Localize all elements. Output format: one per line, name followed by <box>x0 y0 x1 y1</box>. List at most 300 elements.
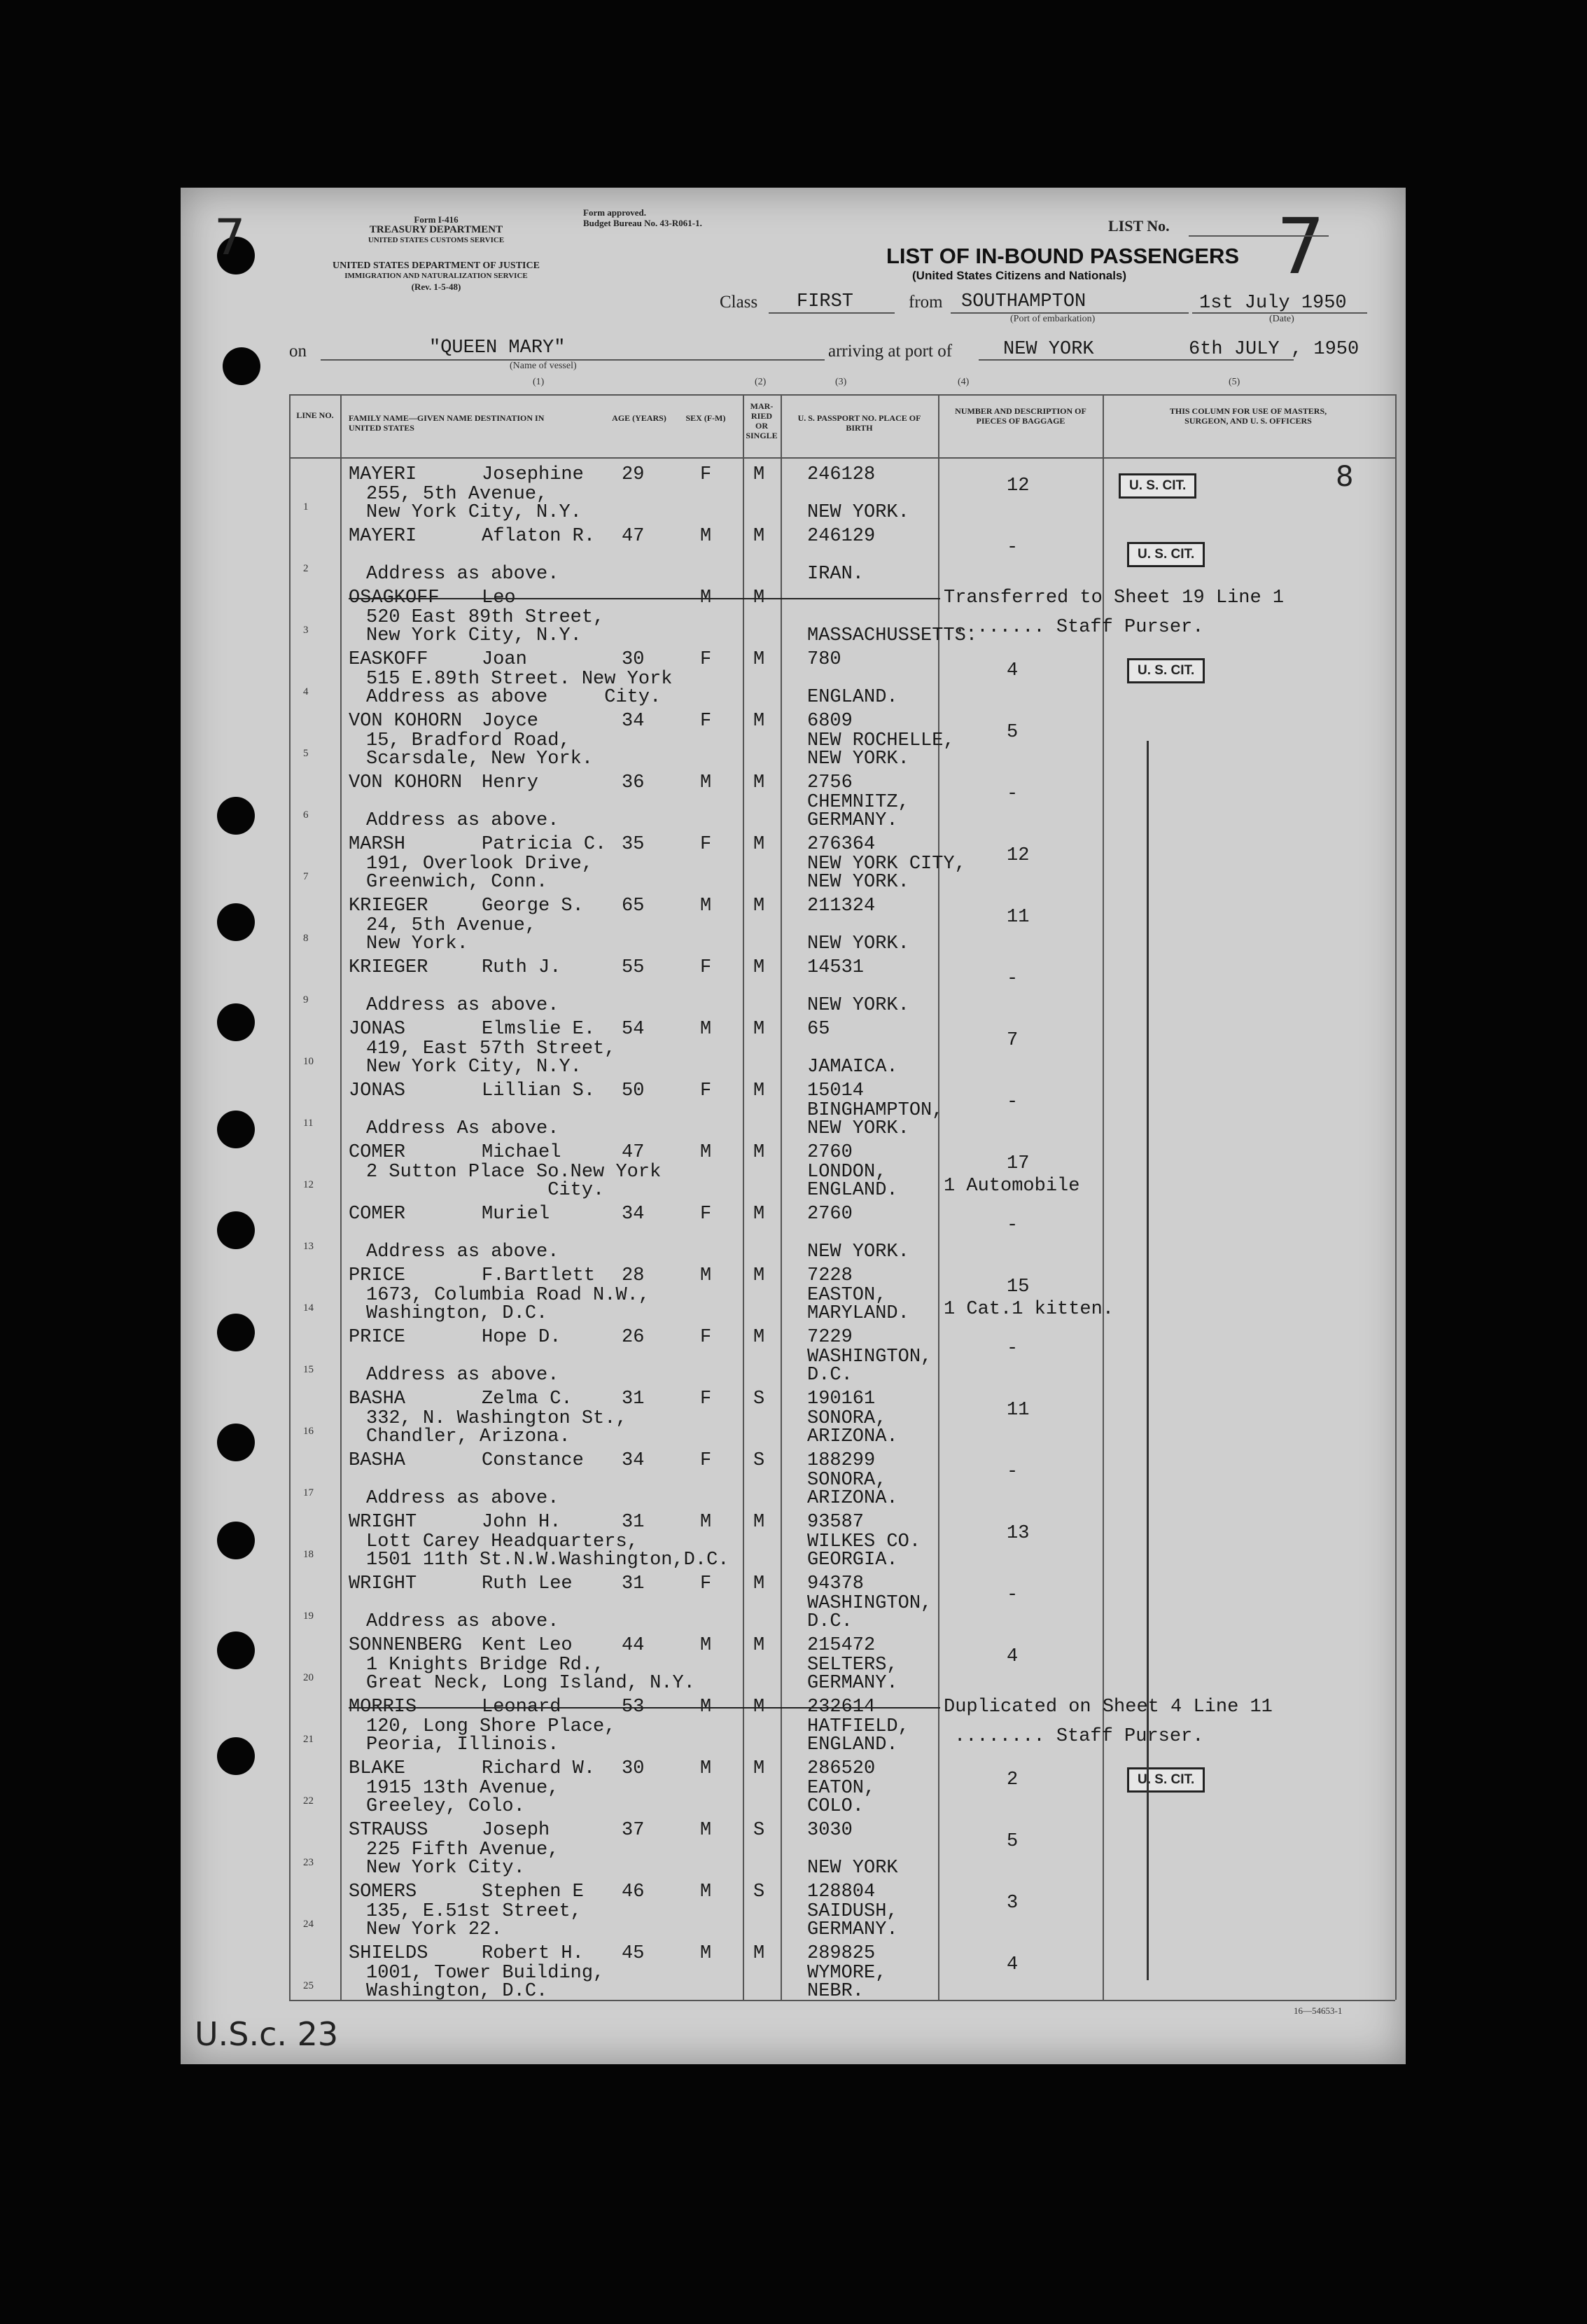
passenger-family-name: SHIELDS <box>349 1943 428 1964</box>
passenger-sex: M <box>700 587 712 608</box>
destination-line-2: Address as above. <box>366 1365 559 1386</box>
passenger-given-name: Patricia C. <box>482 834 607 855</box>
passenger-given-name: Ruth J. <box>482 957 561 978</box>
table-row <box>181 461 1406 522</box>
strikethrough-line <box>349 598 940 599</box>
baggage-count: 17 <box>1007 1153 1030 1174</box>
destination-line-2: Address as above City. <box>366 687 662 708</box>
destination-line-2: Address as above. <box>366 1241 559 1262</box>
passenger-sex: M <box>700 526 712 547</box>
col-age: AGE (YEARS) <box>612 413 666 423</box>
passenger-given-name: Aflaton R. <box>482 526 596 547</box>
birthplace-line-2: GERMANY. <box>807 1919 898 1940</box>
strikethrough-line <box>349 1707 940 1709</box>
passenger-family-name: EASKOFF <box>349 649 428 670</box>
passport-number: 7229 <box>807 1327 853 1348</box>
passenger-family-name: BLAKE <box>349 1758 406 1779</box>
date-caption: (Date) <box>1269 314 1294 324</box>
page-title: LIST OF IN-BOUND PASSENGERS <box>886 244 1240 268</box>
passenger-marital: M <box>753 1327 765 1348</box>
passenger-marital: M <box>753 834 765 855</box>
passenger-marital: M <box>753 1080 765 1101</box>
col-baggage: NUMBER AND DESCRIPTION OF PIECES OF BAGGAGE <box>955 406 1086 426</box>
passenger-sex: F <box>700 711 712 732</box>
passenger-age: 54 <box>622 1019 645 1040</box>
passenger-family-name: MAYERI <box>349 464 417 485</box>
birthplace-line-2: NEW YORK. <box>807 933 909 954</box>
destination-line-2: Washington, D.C. <box>366 1981 548 2002</box>
baggage-count: 5 <box>1007 722 1019 743</box>
birthplace-line-2: NEW YORK. <box>807 749 909 770</box>
passport-number: 276364 <box>807 834 876 855</box>
passenger-age: 55 <box>622 957 645 978</box>
birthplace-line-1: WASHINGTON, <box>807 1347 932 1368</box>
passenger-age: 26 <box>622 1327 645 1348</box>
destination-line-1: 332, N. Washington St., <box>366 1408 627 1429</box>
birthplace-line-2: D.C. <box>807 1611 853 1632</box>
baggage-count: 11 <box>1007 907 1030 928</box>
birthplace-line-1: EASTON, <box>807 1285 887 1306</box>
passenger-marital: M <box>753 1512 765 1533</box>
passenger-family-name: PRICE <box>349 1327 406 1348</box>
destination-line-2: Chandler, Arizona. <box>366 1426 571 1447</box>
col-sex: SEX (F-M) <box>685 413 726 423</box>
passenger-age: 47 <box>622 1142 645 1163</box>
birthplace-line-1: HATFIELD, <box>807 1716 909 1737</box>
page-subtitle: (United States Citizens and Nationals) <box>912 269 1127 282</box>
passenger-given-name: Stephen E <box>482 1881 584 1902</box>
passenger-marital: M <box>753 957 765 978</box>
baggage-count: 12 <box>1007 845 1030 866</box>
col-num-5: (5) <box>1229 377 1240 387</box>
baggage-count: - <box>1007 1461 1019 1482</box>
passport-number: 190161 <box>807 1389 876 1410</box>
birthplace-line-2: ARIZONA. <box>807 1488 898 1509</box>
punch-hole <box>223 347 260 385</box>
passenger-marital: M <box>753 711 765 732</box>
passport-number: 65 <box>807 1019 830 1040</box>
passenger-given-name: Elmslie E. <box>482 1019 596 1040</box>
passport-number: 2760 <box>807 1204 853 1225</box>
passenger-sex: M <box>700 772 712 793</box>
birthplace-line-1: LONDON, <box>807 1162 887 1183</box>
passport-number: 188299 <box>807 1450 876 1471</box>
passport-number: 246129 <box>807 526 876 547</box>
on-label: on <box>289 342 307 361</box>
baggage-count: 4 <box>1007 1954 1019 1975</box>
row-line-number: 6 <box>303 809 309 821</box>
row-line-number: 14 <box>303 1302 314 1314</box>
baggage-count: 11 <box>1007 1400 1030 1421</box>
row-line-number: 3 <box>303 625 309 636</box>
birthplace-line-2: ENGLAND. <box>807 687 898 708</box>
destination-line-2: New York. <box>366 933 468 954</box>
passenger-family-name: WRIGHT <box>349 1512 417 1533</box>
passenger-sex: M <box>700 1697 712 1718</box>
row-line-number: 8 <box>303 933 309 944</box>
passport-number: 211324 <box>807 896 876 917</box>
col-passport: U. S. PASSPORT NO. PLACE OF BIRTH <box>797 413 921 433</box>
passenger-age: 31 <box>622 1389 645 1410</box>
pencil-line <box>1147 741 1149 1980</box>
arrival-date-line <box>1182 359 1294 361</box>
birthplace-line-2: IRAN. <box>807 564 865 585</box>
passenger-age: 34 <box>622 711 645 732</box>
passenger-family-name: MORRIS <box>349 1697 417 1718</box>
customs-service: UNITED STATES CUSTOMS SERVICE <box>368 236 505 244</box>
passenger-sex: F <box>700 1080 712 1101</box>
row-line-number: 21 <box>303 1734 314 1745</box>
passenger-given-name: Zelma C. <box>482 1389 573 1410</box>
approval-block <box>583 207 779 228</box>
passenger-given-name: Hope D. <box>482 1327 561 1348</box>
destination-line-2: New York City, N.Y. <box>366 625 582 646</box>
birthplace-line-1: NEW ROCHELLE, <box>807 730 955 751</box>
passenger-sex: M <box>700 1881 712 1902</box>
passenger-given-name: Kent Leo <box>482 1635 573 1656</box>
destination-line-1: 1673, Columbia Road N.W., <box>366 1285 650 1306</box>
birthplace-line-2: D.C. <box>807 1365 853 1386</box>
passenger-sex: F <box>700 1327 712 1348</box>
passenger-given-name: Joan <box>482 649 527 670</box>
row-line-number: 18 <box>303 1549 314 1560</box>
passport-number: 128804 <box>807 1881 876 1902</box>
passenger-family-name: STRAUSS <box>349 1820 428 1841</box>
passenger-marital: M <box>753 1019 765 1040</box>
passenger-marital: M <box>753 464 765 485</box>
passenger-family-name: SONNENBERG <box>349 1635 463 1656</box>
baggage-count: - <box>1007 1585 1019 1606</box>
destination-line-1: Lott Carey Headquarters, <box>366 1531 638 1552</box>
birthplace-line-2: GEORGIA. <box>807 1550 898 1571</box>
table-row <box>181 1447 1406 1508</box>
table-row <box>181 646 1406 707</box>
officer-mark: 8 <box>1336 461 1354 493</box>
destination-line-1: 515 E.89th Street. New York <box>366 669 673 690</box>
passenger-age: 34 <box>622 1450 645 1471</box>
passenger-given-name: Leo <box>482 587 516 608</box>
baggage-count: Transferred to Sheet 19 Line 1 <box>944 587 1285 608</box>
justice-block <box>279 260 594 292</box>
passenger-family-name: MAYERI <box>349 526 417 547</box>
baggage-count: 7 <box>1007 1030 1019 1051</box>
table-row <box>181 707 1406 769</box>
birthplace-line-1: SONORA, <box>807 1408 887 1429</box>
birthplace-line-2: JAMAICA. <box>807 1057 898 1078</box>
passenger-age: 28 <box>622 1265 645 1286</box>
birthplace-line-1: WYMORE, <box>807 1963 887 1984</box>
baggage-count: 5 <box>1007 1831 1019 1852</box>
destination-line-1: 15, Bradford Road, <box>366 730 571 751</box>
passenger-given-name: F.Bartlett <box>482 1265 596 1286</box>
table-row <box>181 1385 1406 1447</box>
row-line-number: 13 <box>303 1241 314 1252</box>
table-row <box>181 1693 1406 1755</box>
passenger-sex: M <box>700 1019 712 1040</box>
row-line-number: 25 <box>303 1980 314 1991</box>
passenger-sex: M <box>700 896 712 917</box>
table-row <box>181 1323 1406 1385</box>
passenger-marital: M <box>753 1142 765 1163</box>
table-row <box>181 1139 1406 1200</box>
destination-line-2: Greenwich, Conn. <box>366 872 548 893</box>
destination-line-1: 225 Fifth Avenue, <box>366 1839 559 1860</box>
passenger-family-name: MARSH <box>349 834 406 855</box>
passenger-given-name: Richard W. <box>482 1758 596 1779</box>
passenger-sex: F <box>700 1573 712 1594</box>
baggage-count: - <box>1007 1338 1019 1359</box>
passenger-marital: M <box>753 772 765 793</box>
passport-number: 286520 <box>807 1758 876 1779</box>
passenger-age: 36 <box>622 772 645 793</box>
passenger-sex: M <box>700 1943 712 1964</box>
destination-line-2: New York City, N.Y. <box>366 1057 582 1078</box>
passenger-age: 30 <box>622 649 645 670</box>
hand-list-number: 7 <box>1276 202 1325 291</box>
passenger-age: 37 <box>622 1820 645 1841</box>
birthplace-line-2: COLO. <box>807 1796 865 1817</box>
passport-number: 232614 <box>807 1697 876 1718</box>
destination-line-2: Address as above. <box>366 810 559 831</box>
table-row <box>181 1015 1406 1077</box>
destination-line-2: Great Neck, Long Island, N.Y. <box>366 1673 695 1694</box>
vessel-value: "QUEEN MARY" <box>429 338 566 359</box>
passenger-marital: M <box>753 1758 765 1779</box>
passenger-age: 65 <box>622 896 645 917</box>
row-line-number: 10 <box>303 1056 314 1067</box>
destination-line-2: New York 22. <box>366 1919 503 1940</box>
arrival-port: NEW YORK <box>1003 339 1094 360</box>
passenger-marital: M <box>753 1943 765 1964</box>
birthplace-line-1: SONORA, <box>807 1470 887 1491</box>
passenger-sex: M <box>700 1758 712 1779</box>
birthplace-line-2: NEW YORK. <box>807 872 909 893</box>
passenger-sex: F <box>700 1389 712 1410</box>
col-name: FAMILY NAME—GIVEN NAME DESTINATION IN UNITED STATES <box>349 413 545 433</box>
passenger-sex: F <box>700 957 712 978</box>
passenger-family-name: JONAS <box>349 1019 406 1040</box>
row-line-number: 11 <box>303 1118 314 1129</box>
birthplace-line-1: SELTERS, <box>807 1655 898 1676</box>
passenger-age: 47 <box>622 526 645 547</box>
row-line-number: 4 <box>303 686 309 697</box>
passenger-given-name: Constance <box>482 1450 584 1471</box>
from-label: from <box>909 293 943 312</box>
col-num-2: (2) <box>755 377 767 387</box>
birthplace-line-2: ENGLAND. <box>807 1734 898 1755</box>
destination-line-2: Address As above. <box>366 1118 559 1139</box>
passenger-age: 34 <box>622 1204 645 1225</box>
passenger-marital: M <box>753 526 765 547</box>
baggage-count: - <box>1007 784 1019 805</box>
passport-number: 7228 <box>807 1265 853 1286</box>
us-citizen-stamp: U. S. CIT. <box>1119 473 1196 499</box>
birthplace-line-2: NEW YORK. <box>807 502 909 523</box>
hand-mark-left: 7 <box>214 209 246 266</box>
birthplace-line-1: BINGHAMPTON, <box>807 1100 944 1121</box>
passenger-age: 31 <box>622 1512 645 1533</box>
passenger-family-name: BASHA <box>349 1389 406 1410</box>
us-citizen-stamp: U. S. CIT. <box>1127 658 1205 683</box>
passenger-family-name: VON KOHORN <box>349 711 463 732</box>
row-line-number: 17 <box>303 1487 314 1498</box>
destination-line-2: New York City. <box>366 1858 525 1879</box>
table-row <box>181 769 1406 830</box>
passport-number: 215472 <box>807 1635 876 1656</box>
passenger-age: 50 <box>622 1080 645 1101</box>
passenger-sex: F <box>700 1450 712 1471</box>
table-row <box>181 892 1406 954</box>
baggage-count: - <box>1007 1215 1019 1236</box>
passenger-marital: M <box>753 587 765 608</box>
revision: (Rev. 1-5-48) <box>411 281 461 292</box>
passenger-family-name: SOMERS <box>349 1881 417 1902</box>
destination-line-1: 1001, Tower Building, <box>366 1963 605 1984</box>
destination-line-1: 520 East 89th Street, <box>366 607 605 628</box>
table-row <box>181 1878 1406 1940</box>
class-line <box>769 312 895 314</box>
passenger-age: 29 <box>622 464 645 485</box>
destination-line-2: Address as above. <box>366 1611 559 1632</box>
passport-number: 94378 <box>807 1573 865 1594</box>
birthplace-line-2: MASSACHUSSETTS. <box>807 625 978 646</box>
baggage-count: 4 <box>1007 1646 1019 1667</box>
passenger-family-name: KRIEGER <box>349 957 428 978</box>
birthplace-line-1: WASHINGTON, <box>807 1593 932 1614</box>
passenger-sex: M <box>700 1820 712 1841</box>
agency-block <box>331 214 541 246</box>
passenger-age: 45 <box>622 1943 645 1964</box>
passenger-marital: M <box>753 1635 765 1656</box>
passport-number: 3030 <box>807 1820 853 1841</box>
destination-line-1: 1915 13th Avenue, <box>366 1778 559 1799</box>
passenger-sex: M <box>700 1635 712 1656</box>
col-num-4: (4) <box>958 377 970 387</box>
passenger-family-name: OSAGKOFF <box>349 587 440 608</box>
passport-number: 289825 <box>807 1943 876 1964</box>
row-line-number: 15 <box>303 1364 314 1375</box>
baggage-count: - <box>1007 537 1019 558</box>
birthplace-line-2: NEW YORK. <box>807 1241 909 1262</box>
passenger-family-name: WRIGHT <box>349 1573 417 1594</box>
footer-code: 16—54653-1 <box>1294 2005 1343 2016</box>
row-line-number: 12 <box>303 1179 314 1190</box>
passenger-marital: S <box>753 1389 765 1410</box>
budget-bureau: Budget Bureau No. 43-R061-1. <box>583 218 702 228</box>
passenger-given-name: Joseph <box>482 1820 550 1841</box>
baggage-count: Duplicated on Sheet 4 Line 11 <box>944 1697 1273 1718</box>
passport-number: 6809 <box>807 711 853 732</box>
passenger-marital: M <box>753 1697 765 1718</box>
passport-number: 2760 <box>807 1142 853 1163</box>
port-caption: (Port of embarkation) <box>1010 314 1096 324</box>
destination-line-2: Address as above. <box>366 564 559 585</box>
row-line-number: 20 <box>303 1672 314 1683</box>
baggage-count: 2 <box>1007 1769 1019 1790</box>
baggage-count: 3 <box>1007 1893 1019 1914</box>
passenger-sex: M <box>700 1512 712 1533</box>
passenger-family-name: PRICE <box>349 1265 406 1286</box>
passenger-marital: M <box>753 1265 765 1286</box>
passenger-marital: S <box>753 1450 765 1471</box>
passenger-sex: F <box>700 649 712 670</box>
vessel-caption: (Name of vessel) <box>510 361 577 371</box>
table-row <box>181 1077 1406 1139</box>
birthplace-line-2: NEW YORK. <box>807 1118 909 1139</box>
table-top-border <box>289 394 1395 396</box>
passport-number: 246128 <box>807 464 876 485</box>
birthplace-line-1: EATON, <box>807 1778 876 1799</box>
passenger-marital: M <box>753 1573 765 1594</box>
passenger-age: 31 <box>622 1573 645 1594</box>
col-num-3: (3) <box>835 377 847 387</box>
passenger-age: 44 <box>622 1635 645 1656</box>
form-approved: Form approved. <box>583 207 647 218</box>
destination-line-1: 191, Overlook Drive, <box>366 854 594 875</box>
arrival-port-line <box>979 359 1182 361</box>
destination-line-2: 1501 11th St.N.W.Washington,D.C. <box>366 1550 729 1571</box>
birthplace-line-2: GERMANY. <box>807 1673 898 1694</box>
destination-line-2: Address as above. <box>366 995 559 1016</box>
destination-line-2: Peoria, Illinois. <box>366 1734 559 1755</box>
row-line-number: 2 <box>303 563 309 574</box>
destination-line-2: Washington, D.C. <box>366 1303 548 1324</box>
passenger-given-name: Joyce <box>482 711 539 732</box>
passenger-given-name: Muriel <box>482 1204 550 1225</box>
passenger-marital: M <box>753 1204 765 1225</box>
baggage-note: ........ Staff Purser. <box>954 1726 1204 1747</box>
destination-line-2: Address as above. <box>366 1488 559 1509</box>
birthplace-line-1: SAIDUSH, <box>807 1901 898 1922</box>
destination-line-2: City. <box>366 1180 605 1201</box>
passenger-age: 30 <box>622 1758 645 1779</box>
baggage-count: - <box>1007 968 1019 989</box>
destination-line-1: 24, 5th Avenue, <box>366 915 537 936</box>
passenger-family-name: BASHA <box>349 1450 406 1471</box>
arrival-date: 6th JULY <box>1189 339 1280 360</box>
baggage-count: 15 <box>1007 1276 1030 1297</box>
passport-number: 93587 <box>807 1512 865 1533</box>
birthplace-line-2: NEW YORK. <box>807 995 909 1016</box>
passenger-family-name: COMER <box>349 1142 406 1163</box>
row-line-number: 16 <box>303 1426 314 1437</box>
baggage-count: 12 <box>1007 475 1030 496</box>
passport-number: 14531 <box>807 957 865 978</box>
baggage-count: - <box>1007 1092 1019 1113</box>
from-value: SOUTHAMPTON <box>961 291 1086 312</box>
table-row <box>181 1940 1406 2001</box>
ins-service: IMMIGRATION AND NATURALIZATION SERVICE <box>344 272 528 280</box>
us-citizen-stamp: U. S. CIT. <box>1127 542 1205 567</box>
baggage-note: ........ Staff Purser. <box>954 617 1204 638</box>
destination-line-1: 120, Long Shore Place, <box>366 1716 616 1737</box>
passenger-age: 35 <box>622 834 645 855</box>
passenger-marital: S <box>753 1881 765 1902</box>
table-row <box>181 1262 1406 1323</box>
row-line-number: 9 <box>303 994 309 1006</box>
baggage-note: 1 Automobile <box>944 1176 1080 1197</box>
destination-line-1: 135, E.51st Street, <box>366 1901 582 1922</box>
row-line-number: 22 <box>303 1795 314 1807</box>
row-line-number: 23 <box>303 1857 314 1868</box>
date-value: 1st July 1950 <box>1199 293 1347 314</box>
passenger-sex: M <box>700 1142 712 1163</box>
arrival-year: , 1950 <box>1291 339 1359 360</box>
list-no-line <box>1189 235 1329 237</box>
class-value: FIRST <box>797 291 854 312</box>
passenger-given-name: Henry <box>482 772 539 793</box>
passenger-marital: M <box>753 649 765 670</box>
